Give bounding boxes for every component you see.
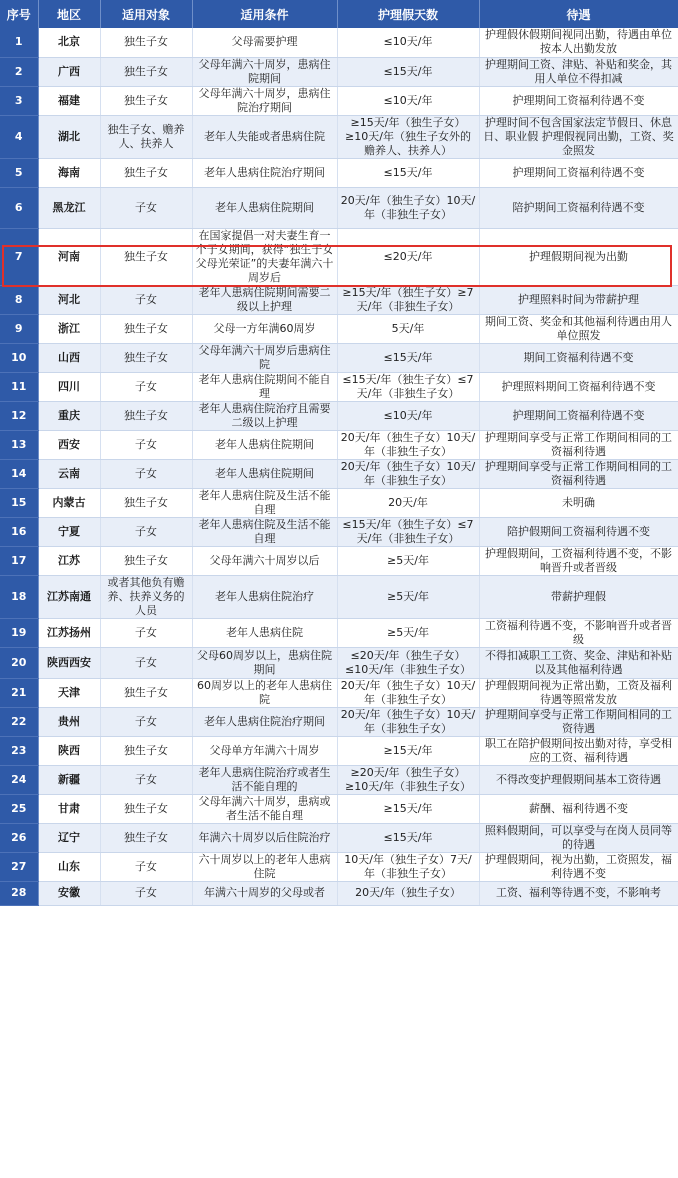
row-days: 20天/年（独生子女）10天/年（非独生子女）: [337, 707, 479, 736]
header-condition: 适用条件: [192, 0, 337, 28]
row-benefit: 陪护假期间工资福利待遇不变: [479, 517, 678, 546]
row-no: 14: [0, 459, 38, 488]
row-condition: 老年人患病住院期间不能自理: [192, 372, 337, 401]
row-target: 子女: [100, 852, 192, 881]
row-benefit: 护理假期间视为正常出勤，工资及福利待遇等照常发放: [479, 678, 678, 707]
table-row: [0, 618, 678, 647]
row-target: 子女: [100, 647, 192, 678]
row-region: 内蒙古: [38, 488, 100, 517]
row-condition: 父母单方年满六十周岁: [192, 736, 337, 765]
row-target: 独生子女: [100, 28, 192, 57]
row-no: 15: [0, 488, 38, 517]
row-benefit: 期间工资福利待遇不变: [479, 343, 678, 372]
row-target: 独生子女: [100, 678, 192, 707]
row-benefit: 护理期间工资福利待遇不变: [479, 158, 678, 187]
row-condition: 父母年满六十周岁后患病住院: [192, 343, 337, 372]
row-benefit: 护理照料时间为带薪护理: [479, 285, 678, 314]
row-region: 黑龙江: [38, 187, 100, 228]
header-target: 适用对象: [100, 0, 192, 28]
row-no: 10: [0, 343, 38, 372]
row-target: 独生子女: [100, 401, 192, 430]
row-benefit: 职工在陪护假期间按出勤对待，享受相应的工资、福利待遇: [479, 736, 678, 765]
row-days: 20天/年（独生子女）: [337, 881, 479, 905]
row-condition: 老年人患病住院治疗期间: [192, 707, 337, 736]
table-row: [0, 707, 678, 736]
row-benefit: 护理期间工资福利待遇不变: [479, 401, 678, 430]
row-benefit: 护理期间工资福利待遇不变: [479, 86, 678, 115]
table-header-row: [0, 0, 678, 28]
row-no: 1: [0, 28, 38, 57]
row-benefit: 未明确: [479, 488, 678, 517]
row-region: 西安: [38, 430, 100, 459]
row-days: ≤15天/年: [337, 158, 479, 187]
row-days: ≤10天/年: [337, 86, 479, 115]
row-days: ≤20天/年（独生子女）≤10天/年（非独生子女）: [337, 647, 479, 678]
table-row: [0, 372, 678, 401]
table-row: [0, 575, 678, 618]
row-days: 20天/年（独生子女）10天/年（非独生子女）: [337, 678, 479, 707]
row-region: 浙江: [38, 314, 100, 343]
row-condition: 老年人患病住院期间: [192, 430, 337, 459]
row-days: ≥15天/年: [337, 794, 479, 823]
row-no: 5: [0, 158, 38, 187]
row-target: 独生子女: [100, 736, 192, 765]
row-target: 独生子女: [100, 57, 192, 86]
row-benefit: 工资、福利等待遇不变，不影响考: [479, 881, 678, 905]
row-days: ≤10天/年: [337, 28, 479, 57]
row-condition: 老年人患病住院期间需要二级以上护理: [192, 285, 337, 314]
row-region: 江苏扬州: [38, 618, 100, 647]
row-condition: 老年人患病住院及生活不能自理: [192, 517, 337, 546]
row-days: 5天/年: [337, 314, 479, 343]
row-days: ≥5天/年: [337, 546, 479, 575]
row-benefit: 照料假期间，可以享受与在岗人员同等的待遇: [479, 823, 678, 852]
row-no: 8: [0, 285, 38, 314]
row-no: 23: [0, 736, 38, 765]
header-days: 护理假天数: [337, 0, 479, 28]
row-benefit: 护理照料期间工资福利待遇不变: [479, 372, 678, 401]
row-region: 重庆: [38, 401, 100, 430]
row-target: 子女: [100, 618, 192, 647]
table-row: [0, 678, 678, 707]
row-target: 子女: [100, 430, 192, 459]
row-no: 22: [0, 707, 38, 736]
table-row: [0, 430, 678, 459]
row-benefit: 带薪护理假: [479, 575, 678, 618]
row-region: 四川: [38, 372, 100, 401]
table-row: [0, 517, 678, 546]
row-benefit: 护理假休假期间视同出勤，待遇由单位按本人出勤发放: [479, 28, 678, 57]
row-target: 独生子女、赡养人、扶养人: [100, 115, 192, 158]
table-row: [0, 343, 678, 372]
row-region: 江苏南通: [38, 575, 100, 618]
table-row: [0, 459, 678, 488]
table-row: [0, 881, 678, 905]
row-benefit: 工资福利待遇不变，不影响晋升或者晋级: [479, 618, 678, 647]
row-benefit: 护理期间享受与正常工作期间相同的工资福利待遇: [479, 430, 678, 459]
row-region: 宁夏: [38, 517, 100, 546]
row-benefit: 薪酬、福利待遇不变: [479, 794, 678, 823]
row-target: 独生子女: [100, 343, 192, 372]
table-row: [0, 488, 678, 517]
header-benefit: 待遇: [479, 0, 678, 28]
row-no: 18: [0, 575, 38, 618]
row-target: 子女: [100, 765, 192, 794]
row-no: 4: [0, 115, 38, 158]
row-days: 20天/年（独生子女）10天/年（非独生子女）: [337, 187, 479, 228]
row-no: 21: [0, 678, 38, 707]
row-region: 广西: [38, 57, 100, 86]
table-row: [0, 546, 678, 575]
row-no: 3: [0, 86, 38, 115]
table-row: [0, 736, 678, 765]
row-condition: 老年人患病住院: [192, 618, 337, 647]
table-row: [0, 314, 678, 343]
row-days: ≤20天/年: [337, 228, 479, 285]
header-region: 地区: [38, 0, 100, 28]
row-region: 江苏: [38, 546, 100, 575]
row-target: 子女: [100, 285, 192, 314]
row-benefit: 护理假期间视为出勤: [479, 228, 678, 285]
row-region: 天津: [38, 678, 100, 707]
row-no: 13: [0, 430, 38, 459]
row-target: 独生子女: [100, 228, 192, 285]
row-no: 20: [0, 647, 38, 678]
row-target: 独生子女: [100, 488, 192, 517]
row-condition: 年满六十周岁的父母或者: [192, 881, 337, 905]
row-region: 甘肃: [38, 794, 100, 823]
row-target: 独生子女: [100, 823, 192, 852]
row-condition: 老年人失能或者患病住院: [192, 115, 337, 158]
row-region: 辽宁: [38, 823, 100, 852]
row-region: 陕西: [38, 736, 100, 765]
row-target: 独生子女: [100, 158, 192, 187]
row-region: 河北: [38, 285, 100, 314]
row-days: 20天/年（独生子女）10天/年（非独生子女）: [337, 430, 479, 459]
row-region: 福建: [38, 86, 100, 115]
row-region: 山西: [38, 343, 100, 372]
row-no: 24: [0, 765, 38, 794]
row-benefit: 不得扣减职工工资、奖金、津贴和补贴以及其他福利待遇: [479, 647, 678, 678]
table-body: [0, 28, 678, 905]
table-row: [0, 285, 678, 314]
row-region: 新疆: [38, 765, 100, 794]
row-days: ≤15天/年: [337, 57, 479, 86]
table-row: [0, 86, 678, 115]
row-benefit: 护理假期间，视为出勤，工资照发，福利待遇不变: [479, 852, 678, 881]
row-region: 云南: [38, 459, 100, 488]
row-no: 7: [0, 228, 38, 285]
table-row: [0, 647, 678, 678]
row-days: 10天/年（独生子女）7天/年（非独生子女）: [337, 852, 479, 881]
row-days: ≤10天/年: [337, 401, 479, 430]
row-target: 独生子女: [100, 794, 192, 823]
row-no: 17: [0, 546, 38, 575]
header-no: 序号: [0, 0, 38, 28]
row-days: ≤15天/年: [337, 343, 479, 372]
row-region: 河南: [38, 228, 100, 285]
row-no: 28: [0, 881, 38, 905]
row-condition: 在国家提倡一对夫妻生育一个子女期间，获得“独生子女父母光荣证”的夫妻年满六十周岁后: [192, 228, 337, 285]
table-row: [0, 401, 678, 430]
table-row: [0, 823, 678, 852]
row-no: 27: [0, 852, 38, 881]
row-region: 山东: [38, 852, 100, 881]
row-target: 子女: [100, 517, 192, 546]
row-condition: 老年人患病住院治疗或者生活不能自理的: [192, 765, 337, 794]
row-target: 子女: [100, 187, 192, 228]
row-condition: 老年人患病住院治疗且需要二级以上护理: [192, 401, 337, 430]
row-no: 12: [0, 401, 38, 430]
table-row: [0, 28, 678, 57]
row-region: 安徽: [38, 881, 100, 905]
row-region: 湖北: [38, 115, 100, 158]
row-benefit: 护理期间享受与正常工作期间相同的工资福利待遇: [479, 459, 678, 488]
row-no: 25: [0, 794, 38, 823]
row-days: ≤15天/年（独生子女）≤7天/年（非独生子女）: [337, 517, 479, 546]
row-benefit: 陪护期间工资福利待遇不变: [479, 187, 678, 228]
row-days: ≥5天/年: [337, 618, 479, 647]
row-target: 子女: [100, 459, 192, 488]
row-condition: 老年人患病住院治疗期间: [192, 158, 337, 187]
row-no: 16: [0, 517, 38, 546]
table-row: [0, 852, 678, 881]
row-condition: 父母年满六十周岁以后: [192, 546, 337, 575]
row-benefit: 护理期间工资、津贴、补贴和奖金，其用人单位不得扣减: [479, 57, 678, 86]
row-benefit: 护理期间享受与正常工作期间相同的工资待遇: [479, 707, 678, 736]
row-condition: 老年人患病住院及生活不能自理: [192, 488, 337, 517]
table-row: [0, 158, 678, 187]
row-benefit: 护理时间不包含国家法定节假日、休息日、职业假 护理假视同出勤，工资、奖金照发: [479, 115, 678, 158]
row-condition: 60周岁以上的老年人患病住院: [192, 678, 337, 707]
row-condition: 父母一方年满60周岁: [192, 314, 337, 343]
row-condition: 老年人患病住院期间: [192, 459, 337, 488]
row-region: 陕西西安: [38, 647, 100, 678]
table-row: [0, 794, 678, 823]
row-condition: 老年人患病住院期间: [192, 187, 337, 228]
row-days: ≤15天/年: [337, 823, 479, 852]
row-no: 26: [0, 823, 38, 852]
row-condition: 老年人患病住院治疗: [192, 575, 337, 618]
row-target: 或者其他负有赡养、扶养义务的人员: [100, 575, 192, 618]
row-days: ≥20天/年（独生子女）≥10天/年（非独生子女）: [337, 765, 479, 794]
table-row: [0, 187, 678, 228]
row-days: ≤15天/年（独生子女）≤7天/年（非独生子女）: [337, 372, 479, 401]
row-condition: 父母年满六十周岁，患病住院治疗期间: [192, 86, 337, 115]
row-no: 9: [0, 314, 38, 343]
row-target: 独生子女: [100, 86, 192, 115]
row-days: ≥15天/年（独生子女）≥7天/年（非独生子女）: [337, 285, 479, 314]
row-condition: 父母60周岁以上，患病住院期间: [192, 647, 337, 678]
table-row: [0, 765, 678, 794]
row-condition: 父母需要护理: [192, 28, 337, 57]
row-target: 独生子女: [100, 314, 192, 343]
row-days: 20天/年（独生子女）10天/年（非独生子女）: [337, 459, 479, 488]
row-no: 2: [0, 57, 38, 86]
row-region: 北京: [38, 28, 100, 57]
row-condition: 父母年满六十周岁，患病或者生活不能自理: [192, 794, 337, 823]
row-condition: 年满六十周岁以后住院治疗: [192, 823, 337, 852]
row-no: 11: [0, 372, 38, 401]
row-no: 6: [0, 187, 38, 228]
row-days: ≥5天/年: [337, 575, 479, 618]
table-row: [0, 57, 678, 86]
row-days: 20天/年: [337, 488, 479, 517]
row-condition: 六十周岁以上的老年人患病住院: [192, 852, 337, 881]
table-row: [0, 115, 678, 158]
row-benefit: 护理假期间，工资福利待遇不变，不影响晋升或者晋级: [479, 546, 678, 575]
row-region: 贵州: [38, 707, 100, 736]
row-days: ≥15天/年: [337, 736, 479, 765]
table-row: [0, 228, 678, 285]
row-benefit: 不得改变护理假期间基本工资待遇: [479, 765, 678, 794]
row-benefit: 期间工资、奖金和其他福利待遇由用人单位照发: [479, 314, 678, 343]
row-target: 子女: [100, 372, 192, 401]
row-condition: 父母年满六十周岁，患病住院期间: [192, 57, 337, 86]
row-no: 19: [0, 618, 38, 647]
row-target: 子女: [100, 881, 192, 905]
row-target: 子女: [100, 707, 192, 736]
row-days: ≥15天/年（独生子女）≥10天/年（独生子女外的赡养人、扶养人）: [337, 115, 479, 158]
row-target: 独生子女: [100, 546, 192, 575]
row-region: 海南: [38, 158, 100, 187]
